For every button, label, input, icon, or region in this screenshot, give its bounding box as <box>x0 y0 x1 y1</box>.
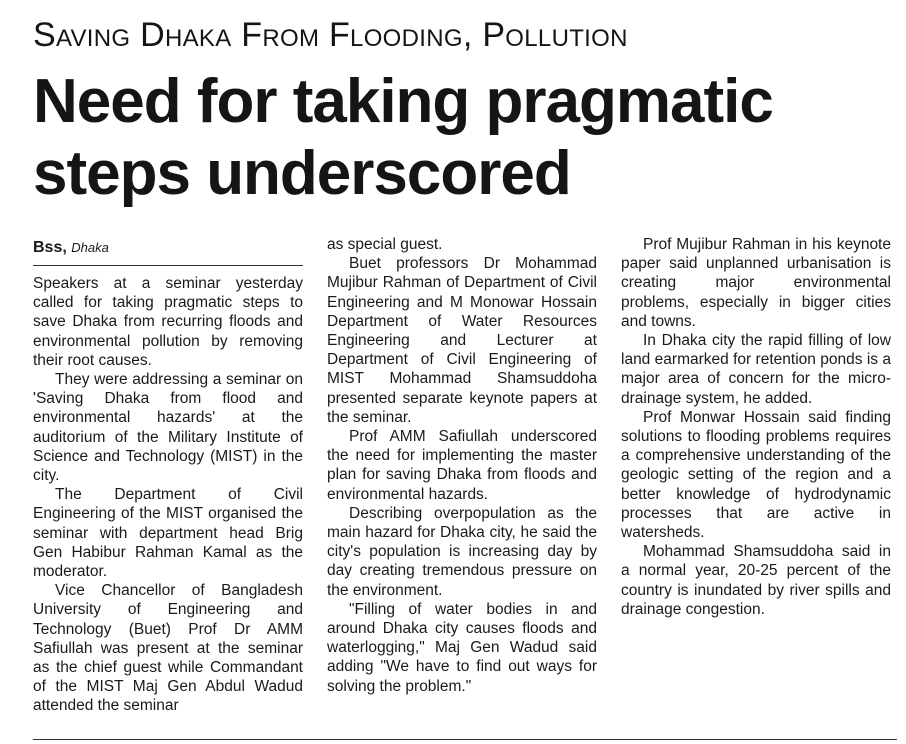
paragraph: Speakers at a seminar yesterday called for taking pragmatic steps to save Dhaka from recurring floods and environmental pollution by removing their root causes. <box>33 275 303 369</box>
article-column-2 <box>327 235 597 716</box>
bottom-divider <box>33 739 897 740</box>
paragraph: Prof Monwar Hossain said finding solutions to flooding problems requires a comprehensive understanding of the geologic setting of the region and a better knowledge of hydrodynamic processes that are active in watersheds. <box>621 408 891 542</box>
article-kicker: Saving Dhaka From Flooding, Pollution <box>33 16 628 54</box>
article-column-3 <box>621 235 891 716</box>
paragraph: Vice Chancellor of Bangladesh University of Engineering and Technology (Buet) Prof Dr AMM Safiullah was present at the seminar as the chief guest while Commandant of the MIST Maj Gen Abdul Wadud attended the seminar <box>33 582 303 715</box>
paragraph: Describing overpopulation as the main hazard for Dhaka city, he said the city's population is increasing day by day creating tremendous pressure on the environment. <box>327 504 597 599</box>
paragraph: "Filling of water bodies in and around Dhaka city causes floods and waterlogging," Maj Gen Wadud said adding "We have to find out ways for solving the problem." <box>327 600 597 695</box>
paragraph: Prof Mujibur Rahman in his keynote paper said unplanned urbanisation is creating major environmental problems, especially in bigger cities and towns. <box>621 236 891 330</box>
paragraph: Prof AMM Safiullah underscored the need for implementing the master plan for saving Dhaka from floods and environmental hazards. <box>327 428 597 503</box>
paragraph: They were addressing a seminar on 'Saving Dhaka from flood and environmental hazards' at the auditorium of the Military Institute of Science and Technology (MIST) in the city. <box>33 371 303 485</box>
byline <box>33 238 303 266</box>
article-body <box>33 235 897 716</box>
article-headline: Need for taking pragmatic steps underscored <box>33 67 773 208</box>
paragraph: Buet professors Dr Mohammad Mujibur Rahman of Department of Civil Engineering and M Monowar Hossain Department of Water Resources Engineering and Lecturer at Department of Civil Engineering of MIST Mohammad Shamsuddoha presented separate keynote papers at the seminar. <box>327 255 597 426</box>
paragraph: The Department of Civil Engineering of the MIST organised the seminar with department head Brig Gen Habibur Rahman Kamal as the moderator. <box>33 486 303 581</box>
paragraph: In Dhaka city the rapid filling of low land earmarked for retention ponds is a major area of concern for the micro-drainage system, he added. <box>621 332 891 407</box>
byline-separator: , <box>62 239 67 256</box>
paragraph: as special guest. <box>327 236 443 253</box>
article-column-1 <box>33 235 303 716</box>
paragraph: Mohammad Shamsuddoha said in a normal year, 20-25 percent of the country is inundated by river spills and drainage congestion. <box>621 543 891 618</box>
byline-agency: Bss <box>33 239 63 256</box>
byline-city: Dhaka <box>71 240 109 255</box>
